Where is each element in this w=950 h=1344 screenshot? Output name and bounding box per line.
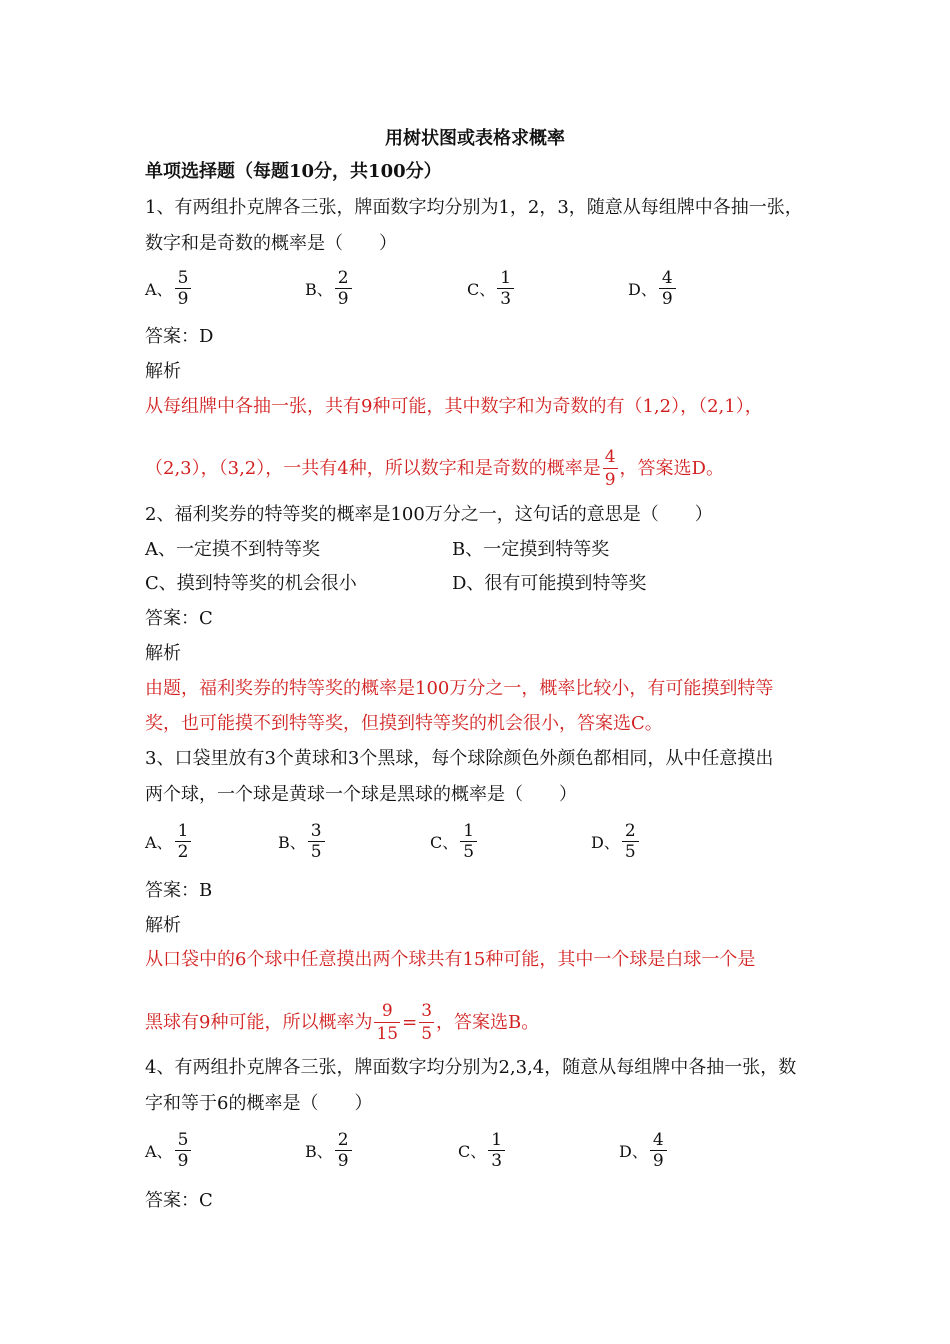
option-label: D、 [591,833,620,852]
explanation-fraction [419,1000,434,1045]
denominator: 3 [488,1150,505,1171]
option-label: A、 [145,1142,173,1161]
q2-option-c: C、摸到特等奖的机会很小 [145,573,357,594]
option-label: C、 [467,280,496,299]
q4-option-a [145,1130,193,1171]
q1-option-b [305,268,354,309]
numerator: 2 [337,1130,349,1150]
option-fraction [175,1130,192,1171]
q3-option-d [591,821,641,862]
option-label: B、 [305,1142,333,1161]
q1-option-a [145,268,193,309]
q4-option-c [458,1130,507,1171]
q2-answer: 答案：C [145,608,213,629]
numerator: 5 [177,1130,189,1150]
q4-answer: 答案：C [145,1190,213,1211]
option-label: A、 [145,280,173,299]
option-fraction [175,821,192,862]
numerator: 1 [491,1130,503,1150]
option-label: A、 [145,833,173,852]
numerator: 1 [177,821,189,841]
section-heading: 单项选择题（每题10分，共100分） [145,161,442,182]
option-label: D、 [619,1142,648,1161]
option-label: B、 [278,833,306,852]
q1-stem-line2: 数字和是奇数的概率是（ ） [145,233,397,254]
page-title: 用树状图或表格求概率 [385,128,565,149]
q3-explanation-line1: 从口袋中的6个球中任意摸出两个球共有15种可能，其中一个球是白球一个是 [145,949,756,970]
option-fraction [460,821,477,862]
q2-explanation-line1: 由题，福利奖券的特等奖的概率是100万分之一，概率比较小，有可能摸到特等 [145,678,774,699]
q3-analysis-label: 解析 [145,915,181,936]
numerator: 4 [604,447,616,467]
denominator: 5 [622,841,639,862]
numerator: 3 [310,821,322,841]
denominator: 9 [335,288,352,309]
numerator: 1 [500,268,512,288]
explanation-text: 黑球有9种可能，所以概率为 [145,1011,373,1033]
q1-option-d [628,268,678,309]
option-fraction [497,268,514,309]
option-label: D、 [628,280,657,299]
denominator: 9 [650,1150,667,1171]
denominator: 5 [421,1024,433,1044]
q1-option-c [467,268,516,309]
q2-explanation-line2: 奖，也可能摸不到特等奖，但摸到特等奖的机会很小，答案选C。 [145,713,663,734]
numerator: 3 [421,1001,433,1021]
q2-option-b: B、一定摸到特等奖 [452,539,610,560]
numerator: 2 [624,821,636,841]
q3-answer: 答案：B [145,880,213,901]
option-fraction [335,268,352,309]
q2-option-d: D、很有可能摸到特等奖 [452,573,647,594]
q3-explanation-line2 [145,1000,539,1045]
q2-stem: 2、福利奖券的特等奖的概率是100万分之一，这句话的意思是（ ） [145,504,713,525]
option-fraction [650,1130,667,1171]
option-fraction [308,821,325,862]
explanation-fraction [374,1000,400,1045]
numerator: 4 [661,268,673,288]
q2-analysis-label: 解析 [145,643,181,664]
denominator: 2 [175,841,192,862]
numerator: 1 [463,821,475,841]
q2-option-a: A、一定摸不到特等奖 [145,539,320,560]
denominator: 9 [175,288,192,309]
option-fraction [335,1130,352,1171]
q4-stem-line1: 4、有两组扑克牌各三张，牌面数字均分别为2,3,4，随意从每组牌中各抽一张，数 [145,1057,797,1078]
denominator: 9 [659,288,676,309]
option-label: B、 [305,280,333,299]
option-fraction [488,1130,505,1171]
q4-option-d [619,1130,669,1171]
numerator: 2 [337,268,349,288]
explanation-text: ，答案选D。 [619,457,724,479]
option-fraction [659,268,676,309]
q4-stem-line2: 字和等于6的概率是（ ） [145,1093,373,1114]
equals-sign: = [402,1011,418,1033]
denominator: 15 [376,1024,399,1044]
option-fraction [175,268,192,309]
q3-stem-line1: 3、口袋里放有3个黄球和3个黑球，每个球除颜色外颜色都相同，从中任意摸出 [145,748,774,769]
q1-explanation-line1: 从每组牌中各抽一张，共有9种可能，其中数字和为奇数的有（1,2），（2,1）， [145,396,763,417]
denominator: 5 [308,841,325,862]
denominator: 5 [460,841,477,862]
denominator: 3 [497,288,514,309]
numerator: 4 [652,1130,664,1150]
numerator: 9 [381,1001,393,1021]
denominator: 9 [335,1150,352,1171]
explanation-text: ，答案选B。 [436,1011,540,1033]
explanation-fraction [603,446,618,491]
option-label: C、 [458,1142,487,1161]
q3-stem-line2: 两个球，一个球是黄球一个球是黑球的概率是（ ） [145,784,577,805]
q4-option-b [305,1130,354,1171]
explanation-text: （2,3），（3,2），一共有4种，所以数字和是奇数的概率是 [145,457,601,479]
option-label: C、 [430,833,459,852]
q1-answer: 答案：D [145,326,214,347]
q3-option-c [430,821,479,862]
q1-stem-line1: 1、有两组扑克牌各三张，牌面数字均分别为1，2，3，随意从每组牌中各抽一张， [145,197,803,218]
denominator: 9 [175,1150,192,1171]
denominator: 9 [604,470,616,490]
q1-explanation-line2 [145,446,724,491]
q1-analysis-label: 解析 [145,361,181,382]
q3-option-b [278,821,327,862]
option-fraction [622,821,639,862]
numerator: 5 [177,268,189,288]
q3-option-a [145,821,193,862]
